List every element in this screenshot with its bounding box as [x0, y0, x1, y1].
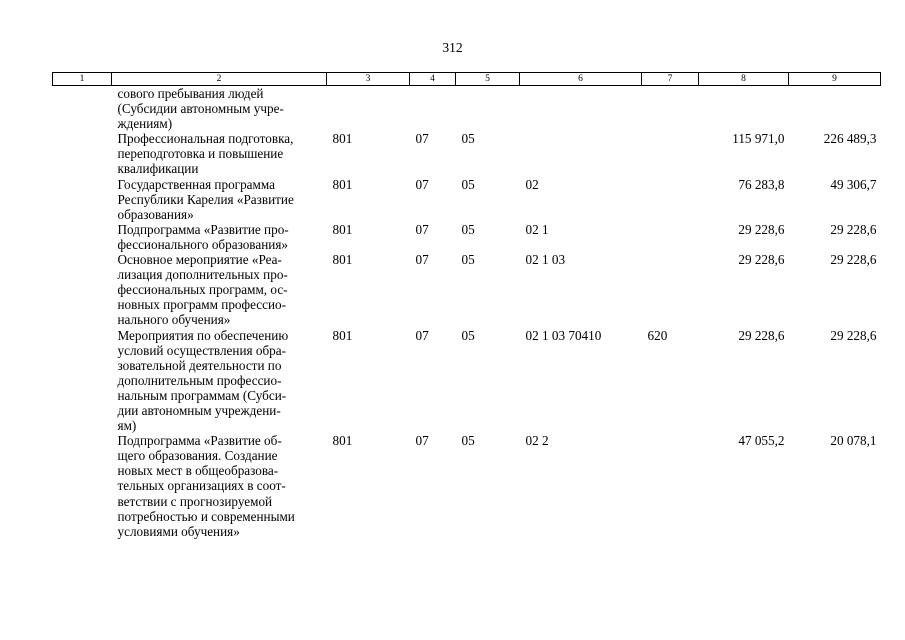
table-row — [53, 131, 881, 176]
section-code-cell: 07 — [415, 176, 429, 192]
row-name-line: условиями обучения» — [117, 523, 240, 539]
amount-year1-cell: 29 228,6 — [738, 252, 785, 268]
row-name-line: Профессиональная подготовка, — [117, 131, 294, 147]
expense-type-cell — [642, 433, 699, 539]
row-name-line: зовательной деятельности по — [117, 357, 282, 373]
expense-type-cell — [642, 86, 699, 132]
column-header: 3 — [327, 73, 410, 86]
row-name-line: дии автономным учреждени- — [117, 402, 281, 418]
row-name-line: лизация дополнительных про- — [117, 267, 288, 283]
row-name-line: условий осуществления обра- — [117, 342, 287, 358]
row-name-line: образования» — [117, 206, 194, 222]
expense-type-cell — [642, 252, 699, 327]
row-number-cell — [53, 328, 112, 434]
expense-type-cell: 620 — [647, 327, 668, 343]
row-name-line: фессионального образования» — [117, 236, 288, 252]
amount-year1-cell: 29 228,6 — [738, 327, 785, 343]
expense-type-cell — [642, 177, 699, 222]
amount-year2-cell: 20 078,1 — [830, 433, 877, 449]
amount-year2-cell: 49 306,7 — [830, 176, 877, 192]
budget-table — [52, 72, 881, 539]
ministry-code-cell: 801 — [332, 176, 353, 192]
column-header: 6 — [520, 73, 642, 86]
row-name-line: Государственная программа — [117, 176, 275, 192]
subsection-code-cell: 05 — [461, 433, 475, 449]
section-code-cell: 07 — [415, 433, 429, 449]
amount-year1-cell: 29 228,6 — [738, 221, 785, 237]
section-code-cell: 07 — [415, 131, 429, 147]
column-header: 8 — [699, 73, 789, 86]
row-number-cell — [53, 252, 112, 327]
row-name-line: Мероприятия по обеспечению — [117, 327, 289, 343]
row-name-cell — [112, 177, 327, 222]
row-number-cell — [53, 131, 112, 176]
row-name-line: ждениям) — [117, 116, 173, 132]
row-number-cell — [53, 177, 112, 222]
row-name-line: потребностью и современными — [117, 508, 295, 524]
row-name-line: Республики Карелия «Развитие — [117, 191, 294, 207]
ministry-code-cell: 801 — [332, 131, 353, 147]
row-name-line: Основное мероприятие «Реа- — [117, 252, 282, 268]
table-row — [53, 222, 881, 252]
row-name-line: новных программ профессио- — [117, 297, 286, 313]
subsection-code-cell — [456, 86, 520, 132]
column-header: 2 — [112, 73, 327, 86]
amount-year2-cell: 29 228,6 — [830, 221, 877, 237]
row-name-line: дополнительным профессио- — [117, 372, 282, 388]
row-number-cell — [53, 433, 112, 539]
table-row — [53, 86, 881, 132]
column-header: 5 — [456, 73, 520, 86]
row-name-line: тельных организациях в соот- — [117, 478, 286, 494]
column-header: 1 — [53, 73, 112, 86]
table-row — [53, 177, 881, 222]
table-row — [53, 328, 881, 434]
row-name-cell — [112, 328, 327, 434]
table-row — [53, 433, 881, 539]
subsection-code-cell: 05 — [461, 221, 475, 237]
table-row — [53, 252, 881, 327]
row-name-cell — [112, 222, 327, 252]
target-article-cell: 02 1 — [525, 221, 549, 237]
target-article-cell: 02 2 — [525, 433, 549, 449]
row-name-line: ветствии с прогнозируемой — [117, 493, 273, 509]
row-name-line: фессиональных программ, ос- — [117, 282, 288, 298]
row-name-line: Подпрограмма «Развитие про- — [117, 221, 289, 237]
column-header: 9 — [789, 73, 881, 86]
expense-type-cell — [642, 131, 699, 176]
row-name-line: ям) — [117, 418, 137, 434]
section-code-cell — [410, 86, 456, 132]
row-name-line: переподготовка и повышение — [117, 146, 284, 162]
amount-year2-cell — [789, 86, 881, 132]
column-number-header — [53, 73, 881, 86]
ministry-code-cell: 801 — [332, 221, 353, 237]
subsection-code-cell: 05 — [461, 327, 475, 343]
section-code-cell: 07 — [415, 221, 429, 237]
expense-type-cell — [642, 222, 699, 252]
subsection-code-cell: 05 — [461, 131, 475, 147]
target-article-cell — [520, 86, 642, 132]
row-number-cell — [53, 86, 112, 132]
target-article-cell: 02 — [525, 176, 539, 192]
table-body — [53, 86, 881, 539]
row-name-line: нальным программам (Субси- — [117, 387, 287, 403]
target-article-cell: 02 1 03 70410 — [525, 327, 602, 343]
amount-year2-cell: 29 228,6 — [830, 327, 877, 343]
row-name-line: (Субсидии автономным учре- — [117, 101, 284, 117]
ministry-code-cell: 801 — [332, 433, 353, 449]
ministry-code-cell — [327, 86, 410, 132]
section-code-cell: 07 — [415, 327, 429, 343]
row-name-cell — [112, 86, 327, 132]
row-name-cell — [112, 131, 327, 176]
row-number-cell — [53, 222, 112, 252]
page-number: 312 — [442, 40, 463, 55]
row-name-line: сового пребывания людей — [117, 86, 264, 101]
ministry-code-cell: 801 — [332, 252, 353, 268]
amount-year2-cell: 226 489,3 — [823, 131, 877, 147]
ministry-code-cell: 801 — [332, 327, 353, 343]
row-name-line: квалификации — [117, 161, 199, 177]
amount-year1-cell: 76 283,8 — [738, 176, 785, 192]
section-code-cell: 07 — [415, 252, 429, 268]
subsection-code-cell: 05 — [461, 252, 475, 268]
row-name-cell — [112, 433, 327, 539]
target-article-cell: 02 1 03 — [525, 252, 566, 268]
amount-year2-cell: 29 228,6 — [830, 252, 877, 268]
amount-year1-cell: 47 055,2 — [738, 433, 785, 449]
amount-year1-cell — [699, 86, 789, 132]
row-name-line: Подпрограмма «Развитие об- — [117, 433, 282, 449]
subsection-code-cell: 05 — [461, 176, 475, 192]
target-article-cell — [520, 131, 642, 176]
amount-year1-cell: 115 971,0 — [732, 131, 785, 147]
row-name-line: новых мест в общеобразова- — [117, 463, 279, 479]
column-header: 7 — [642, 73, 699, 86]
row-name-cell — [112, 252, 327, 327]
row-name-line: щего образования. Создание — [117, 448, 278, 464]
row-name-line: нального обучения» — [117, 312, 231, 328]
column-header: 4 — [410, 73, 456, 86]
